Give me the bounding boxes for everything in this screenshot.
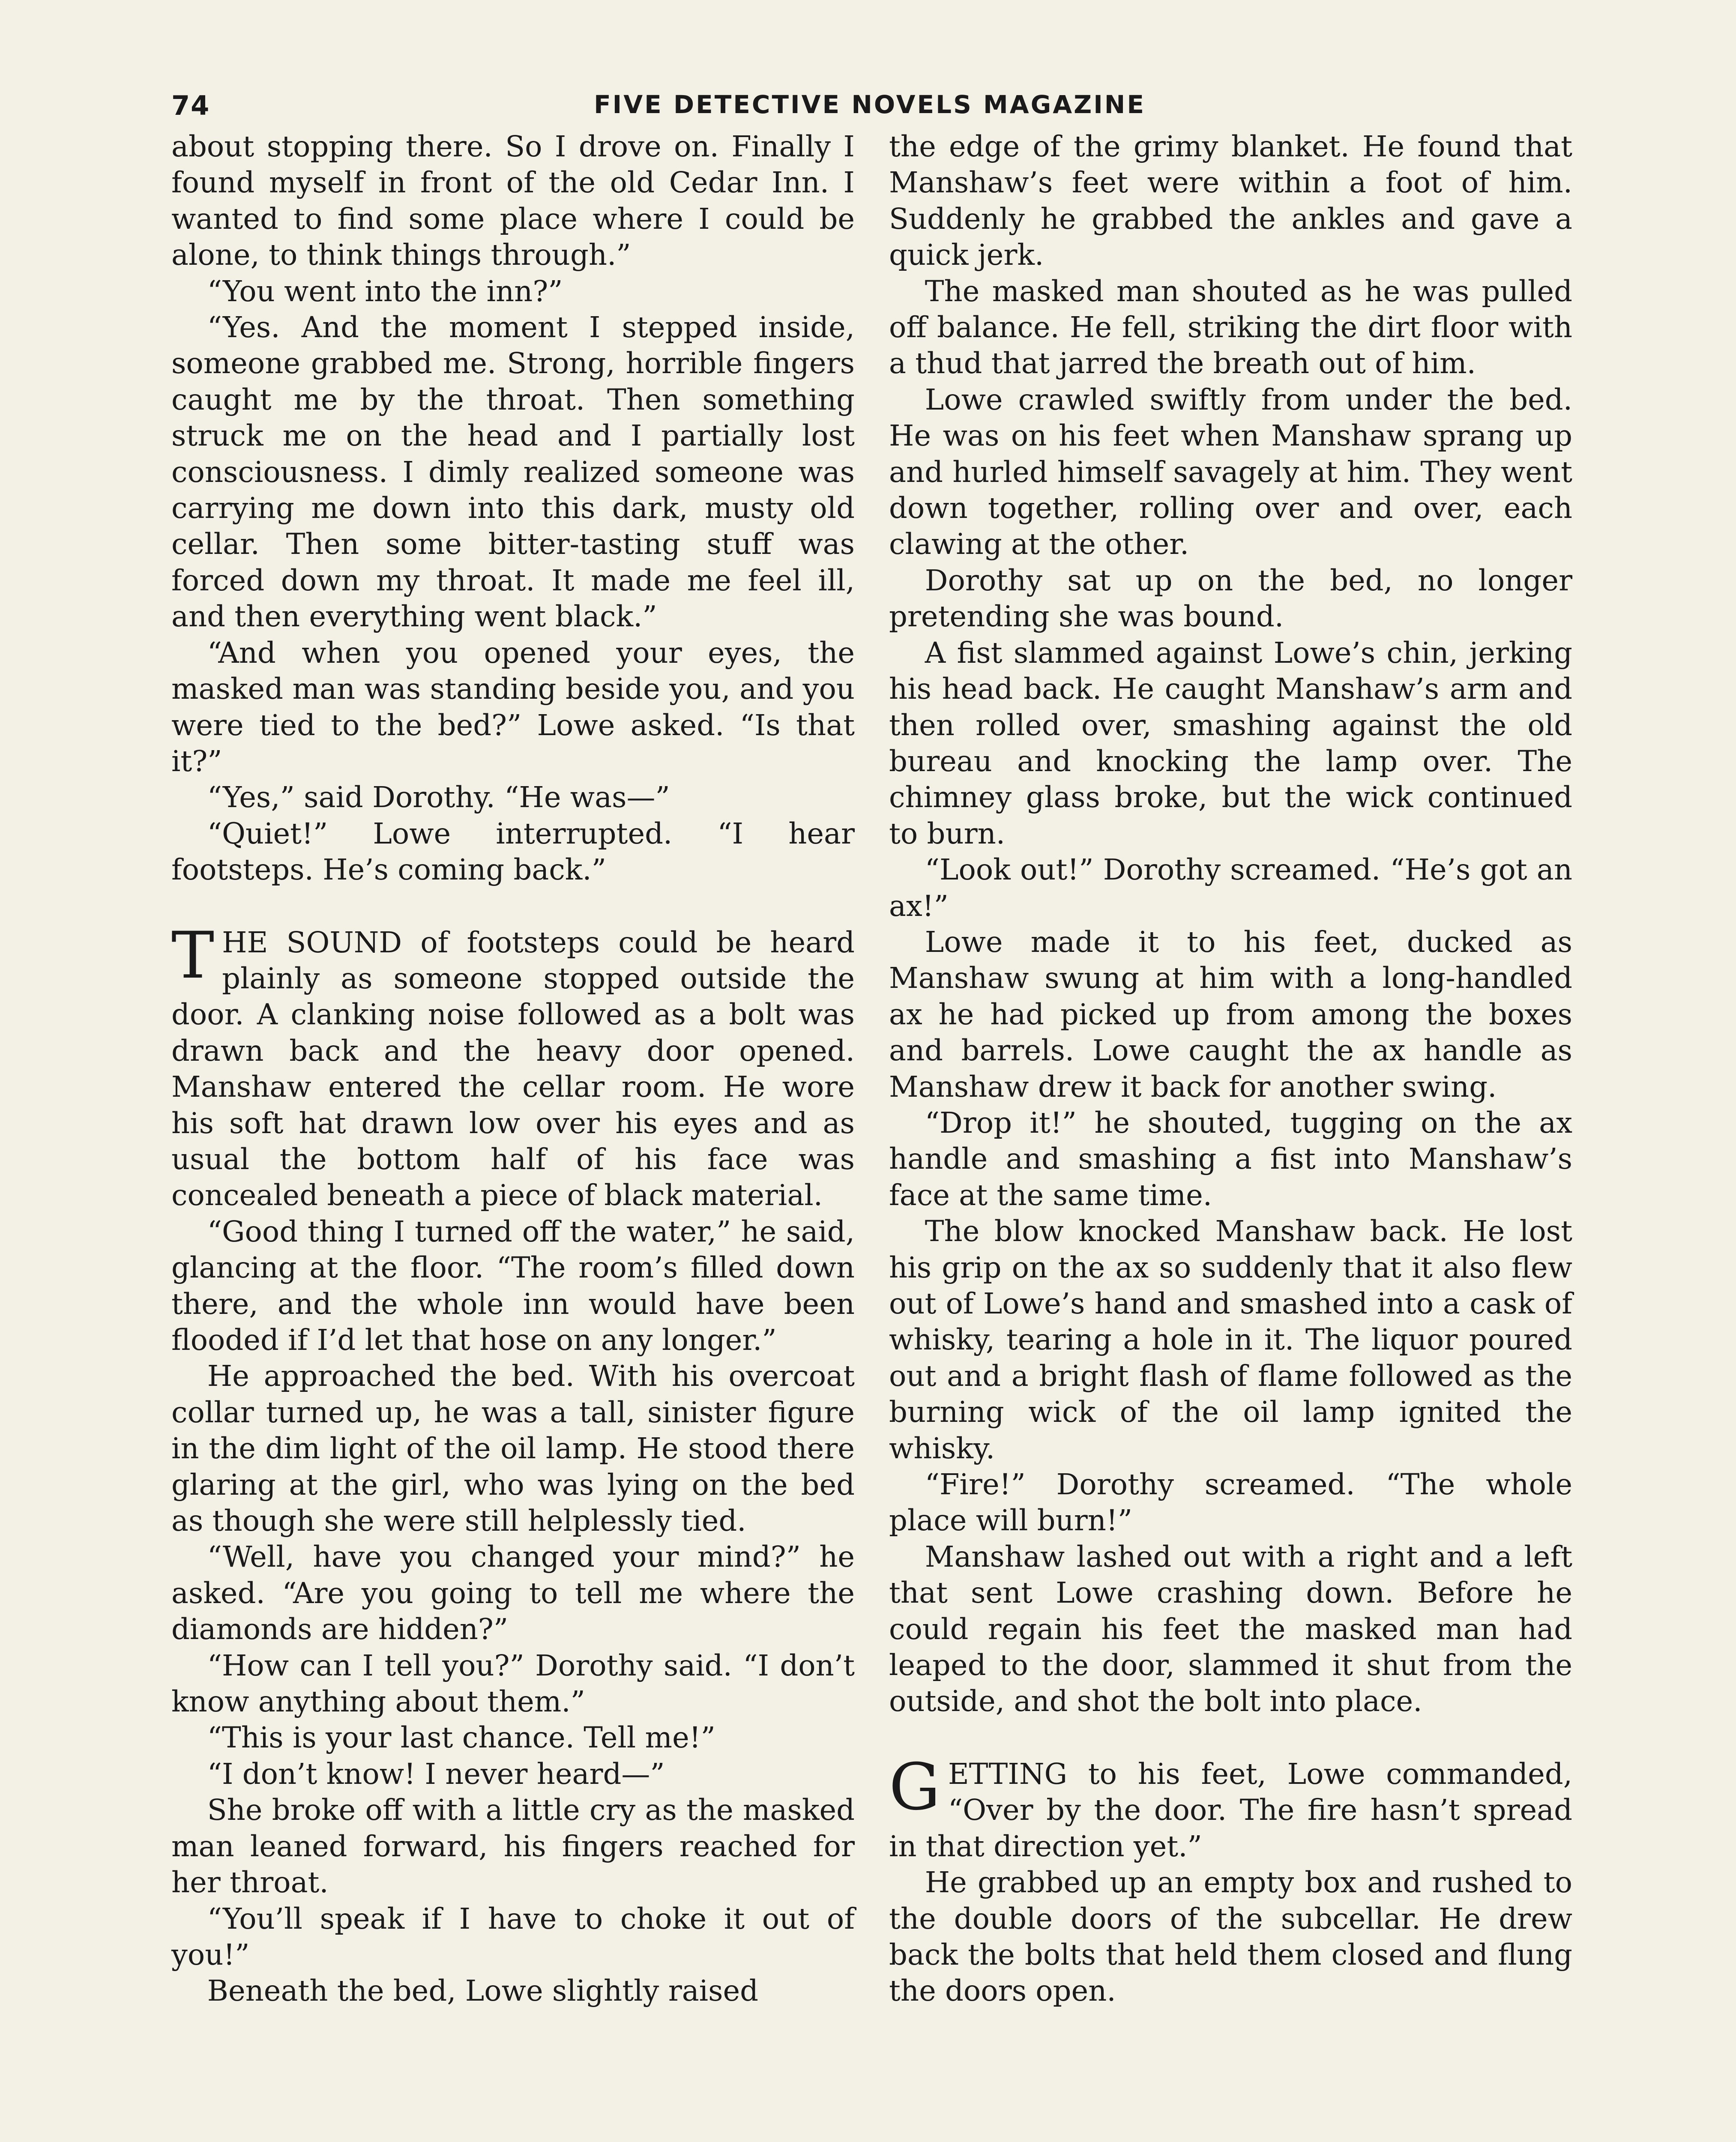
paragraph: Manshaw lashed out with a right and a left that sent Lowe crashing down. Before he could regain his feet the masked man had leaped to the door, slammed it shut from the outside, and shot the bolt into place. bbox=[889, 1540, 1572, 1718]
page-number: 74 bbox=[171, 90, 210, 121]
paragraph: “I don’t know! I never heard—” bbox=[207, 1757, 665, 1791]
section-opening-text: HE SOUND of footsteps could be heard plainly as someone stopped outside the door. A clanking noise followed as a bolt was drawn back and the heavy door opened. Manshaw entered the cellar room. He wore his soft hat drawn low over his eyes and as usual the bottom half of his face was concealed beneath a piece of black material. bbox=[171, 925, 855, 1212]
paragraph: “You went into the inn?” bbox=[207, 274, 563, 308]
paragraph: Dorothy sat up on the bed, no longer pretending she was bound. bbox=[889, 563, 1572, 634]
paragraph: Lowe made it to his feet, ducked as Manshaw swung at him with a long-handled ax he had picked up from among the boxes and barrels. Lowe caught the ax handle as Manshaw drew it back for another swing. bbox=[889, 925, 1572, 1104]
drop-cap: G bbox=[889, 1750, 940, 1825]
paragraph: “Fire!” Dorothy screamed. “The whole place will burn!” bbox=[889, 1468, 1572, 1538]
paragraph: He approached the bed. With his overcoat collar turned up, he was a tall, sinister figure in the dim light of the oil lamp. He stood there glaring at the girl, who was lying on the bed as though she were still helplessly tied. bbox=[171, 1359, 855, 1538]
section-opening-paragraph bbox=[171, 918, 855, 1214]
paragraph: “You’ll speak if I have to choke it out of you!” bbox=[171, 1902, 855, 1971]
left-column bbox=[171, 129, 855, 2009]
page-header bbox=[171, 90, 1568, 129]
paragraph: “Quiet!” Lowe interrupted. “I hear footsteps. He’s coming back.” bbox=[171, 817, 855, 887]
paragraph: “Look out!” Dorothy screamed. “He’s got an ax!” bbox=[889, 853, 1572, 923]
paragraph: “Yes,” said Dorothy. “He was—” bbox=[207, 781, 670, 814]
paragraph: “Well, have you changed your mind?” he asked. “Are you going to tell me where the diamonds are hidden?” bbox=[171, 1540, 855, 1646]
paragraph: He grabbed up an empty box and rushed to the double doors of the subcellar. He drew back the bolts that held them closed and flung the doors open. bbox=[889, 1866, 1572, 2008]
paragraph: The blow knocked Manshaw back. He lost his grip on the ax so suddenly that it also flew out of Lowe’s hand and smashed into a cask of whisky, tearing a hole in it. The liquor poured out and a bright flash of flame followed as the burning wick of the oil lamp ignited the whisky. bbox=[889, 1215, 1572, 1465]
section-opening-text: ETTING to his feet, Lowe commanded, “Over by the door. The fire hasn’t spread in that direction yet.” bbox=[889, 1757, 1572, 1863]
section-opening-paragraph bbox=[889, 1750, 1572, 1864]
right-column bbox=[889, 129, 1572, 2009]
paragraph: She broke off with a little cry as the masked man leaned forward, his fingers reached for her throat. bbox=[171, 1793, 855, 1900]
paragraph: Lowe crawled swiftly from under the bed. He was on his feet when Manshaw sprang up and hurled himself savagely at him. They went down together, rolling over and over, each clawing at the other. bbox=[889, 383, 1572, 561]
paragraph: “Yes. And the moment I stepped inside, someone grabbed me. Strong, horrible fingers caught me by the throat. Then something struck me on the head and I partially lost consciousness. I dimly realized someone was carrying me down into this dark, musty old cellar. Then some bitter-tasting stuff was forced down my throat. It made me feel ill, and then everything went black.” bbox=[171, 311, 855, 634]
paragraph: A fist slammed against Lowe’s chin, jerking his head back. He caught Manshaw’s arm and then rolled over, smashing against the old bureau and knocking the lamp over. The chimney glass broke, but the wick continued to burn. bbox=[889, 636, 1572, 850]
paragraph: Beneath the bed, Lowe slightly raised bbox=[207, 1974, 759, 2008]
paragraph: The masked man shouted as he was pulled off balance. He fell, striking the dirt floor with a thud that jarred the breath out of him. bbox=[889, 274, 1572, 380]
paragraph: about stopping there. So I drove on. Finally I found myself in front of the old Cedar Inn. I wanted to find some place where I could be alone, to think things through.” bbox=[171, 130, 855, 272]
paragraph: “And when you opened your eyes, the masked man was standing beside you, and you were tied to the bed?” Lowe asked. “Is that it?” bbox=[171, 636, 855, 778]
paragraph: “Good thing I turned off the water,” he said, glancing at the floor. “The room’s filled down there, and the whole inn would have been flooded if I’d let that hose on any longer.” bbox=[171, 1215, 855, 1357]
running-head: FIVE DETECTIVE NOVELS MAGAZINE bbox=[594, 90, 1146, 119]
paragraph: “Drop it!” he shouted, tugging on the ax handle and smashing a fist into Manshaw’s face at the same time. bbox=[889, 1106, 1572, 1212]
paragraph: the edge of the grimy blanket. He found that Manshaw’s feet were within a foot of him. Suddenly he grabbed the ankles and gave a quick jerk. bbox=[889, 130, 1572, 272]
drop-cap: T bbox=[171, 918, 215, 993]
paragraph: “This is your last chance. Tell me!” bbox=[207, 1721, 715, 1755]
paragraph: “How can I tell you?” Dorothy said. “I don’t know anything about them.” bbox=[171, 1648, 855, 1719]
